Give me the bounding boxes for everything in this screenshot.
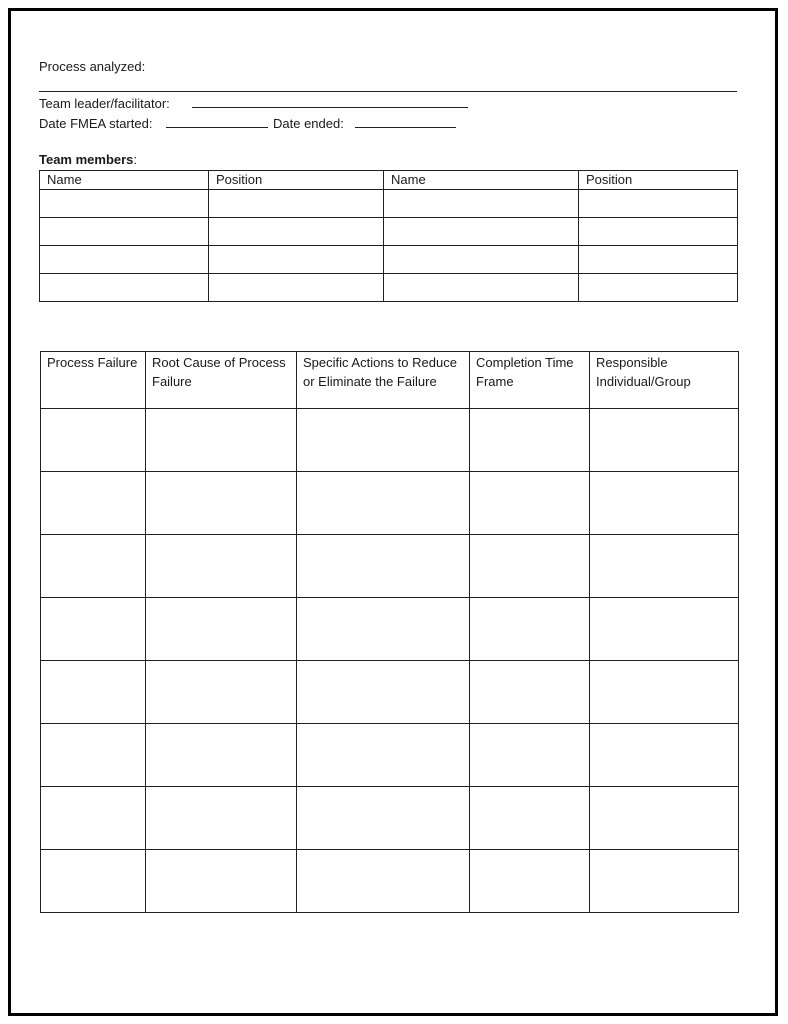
team-members-table [39, 170, 738, 302]
table-cell[interactable] [146, 472, 297, 535]
team-leader-label: Team leader/facilitator: [39, 96, 170, 111]
table-cell[interactable] [470, 535, 590, 598]
table-cell[interactable] [41, 661, 146, 724]
table-row [41, 535, 739, 598]
table-cell[interactable] [40, 274, 209, 302]
table-row [40, 218, 738, 246]
table-cell[interactable] [579, 190, 738, 218]
table-row [41, 661, 739, 724]
table-cell[interactable] [579, 274, 738, 302]
table-cell[interactable] [297, 472, 470, 535]
table-cell[interactable] [146, 661, 297, 724]
table-cell[interactable] [590, 472, 739, 535]
team-header-row [40, 171, 738, 190]
table-cell[interactable] [146, 724, 297, 787]
date-ended-label: Date ended: [273, 116, 344, 131]
table-row [41, 472, 739, 535]
table-cell[interactable] [297, 535, 470, 598]
col-root-cause: Root Cause of Process Failure [146, 352, 297, 409]
table-cell[interactable] [297, 409, 470, 472]
table-cell[interactable] [590, 724, 739, 787]
team-col-position: Position [209, 171, 384, 190]
table-cell[interactable] [579, 218, 738, 246]
process-analyzed-line[interactable] [39, 91, 737, 92]
table-cell[interactable] [146, 409, 297, 472]
table-cell[interactable] [590, 409, 739, 472]
table-cell[interactable] [297, 724, 470, 787]
col-specific-actions: Specific Actions to Reduce or Eliminate the Failure [297, 352, 470, 409]
table-cell[interactable] [579, 246, 738, 274]
table-cell[interactable] [41, 472, 146, 535]
col-responsible: Responsible Individual/Group [590, 352, 739, 409]
table-cell[interactable] [470, 472, 590, 535]
team-members-title: Team members [39, 152, 134, 167]
table-cell[interactable] [384, 274, 579, 302]
table-row [40, 246, 738, 274]
table-cell[interactable] [590, 850, 739, 913]
table-cell[interactable] [590, 535, 739, 598]
table-row [40, 274, 738, 302]
table-cell[interactable] [590, 598, 739, 661]
table-row [41, 598, 739, 661]
team-col-position: Position [579, 171, 738, 190]
table-cell[interactable] [41, 409, 146, 472]
col-completion-time-frame: Completion Time Frame [470, 352, 590, 409]
table-cell[interactable] [41, 850, 146, 913]
table-cell[interactable] [297, 661, 470, 724]
table-cell[interactable] [470, 850, 590, 913]
table-row [41, 409, 739, 472]
team-col-name: Name [40, 171, 209, 190]
table-row [41, 850, 739, 913]
table-cell[interactable] [209, 218, 384, 246]
process-analyzed-label: Process analyzed: [39, 59, 146, 74]
table-cell[interactable] [146, 787, 297, 850]
table-cell[interactable] [40, 246, 209, 274]
table-cell[interactable] [384, 246, 579, 274]
table-cell[interactable] [41, 598, 146, 661]
table-cell[interactable] [209, 246, 384, 274]
col-process-failure: Process Failure [41, 352, 146, 409]
table-cell[interactable] [41, 724, 146, 787]
team-members-colon: : [133, 152, 138, 167]
table-cell[interactable] [41, 535, 146, 598]
table-row [41, 724, 739, 787]
table-cell[interactable] [209, 274, 384, 302]
table-cell[interactable] [297, 598, 470, 661]
action-plan-table [40, 351, 739, 913]
table-cell[interactable] [209, 190, 384, 218]
date-ended-line[interactable] [355, 127, 456, 128]
date-started-line[interactable] [166, 127, 268, 128]
table-row [41, 787, 739, 850]
table-cell[interactable] [470, 724, 590, 787]
table-cell[interactable] [297, 787, 470, 850]
table-cell[interactable] [146, 598, 297, 661]
table-cell[interactable] [384, 218, 579, 246]
table-cell[interactable] [470, 598, 590, 661]
table-row [40, 190, 738, 218]
team-members-heading [39, 152, 137, 168]
table-cell[interactable] [297, 850, 470, 913]
table-cell[interactable] [470, 787, 590, 850]
table-cell[interactable] [40, 190, 209, 218]
table-cell[interactable] [590, 787, 739, 850]
table-cell[interactable] [146, 850, 297, 913]
table-cell[interactable] [470, 409, 590, 472]
table-cell[interactable] [590, 661, 739, 724]
table-cell[interactable] [470, 661, 590, 724]
table-cell[interactable] [384, 190, 579, 218]
team-col-name: Name [384, 171, 579, 190]
table-cell[interactable] [146, 535, 297, 598]
date-started-label: Date FMEA started: [39, 116, 153, 131]
table-cell[interactable] [41, 787, 146, 850]
team-leader-line[interactable] [192, 107, 468, 108]
table-cell[interactable] [40, 218, 209, 246]
action-header-row [41, 352, 739, 409]
